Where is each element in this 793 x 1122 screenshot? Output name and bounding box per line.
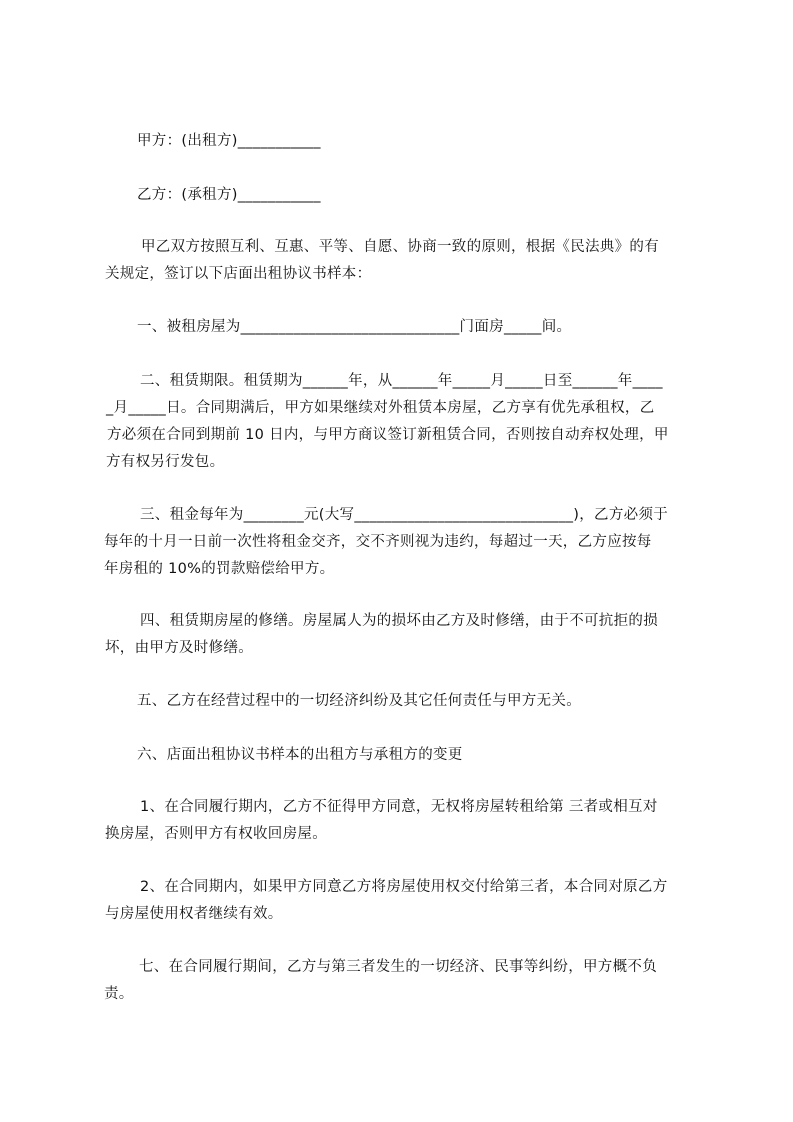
clause-2-line-3: 方必须在合同到期前 10 日内，与甲方商议签订新租赁合同，否则按自动弃权处理，甲 [107, 427, 669, 443]
clause-6-1-line-1: 1、在合同履行期内，乙方不征得甲方同意，无权将房屋转租给第 三者或相互对 [140, 799, 658, 815]
clause-7-line-2: 责。 [104, 986, 134, 1002]
intro-line-2: 关规定，签订以下店面出租协议书样本： [105, 266, 372, 282]
clause-4-line-2: 坏，由甲方及时修缮。 [105, 640, 253, 656]
clause-3-line-3: 年房租的 10%的罚款赔偿给甲方。 [104, 561, 335, 577]
clause-2-line-1: 二、租赁期限。租赁期为______年，从______年_____月_____日至______年____ [140, 373, 663, 389]
clause-2-line-4: 方有权另行发包。 [106, 454, 225, 470]
clause-2-line-2: _月_____日。合同期满后，甲方如果继续对外租赁本房屋，乙方享有优先承租权，乙 [106, 400, 655, 416]
clause-3-line-2: 每年的十月一日前一次性将租金交齐，交不齐则视为违约，每超过一天，乙方应按每 [104, 534, 652, 550]
intro-line-1: 甲乙双方按照互利、互惠、平等、自愿、协商一致的原则，根据《民法典》的有 [141, 239, 659, 255]
clause-6-2-line-1: 2、在合同期内，如果甲方同意乙方将房屋使用权交付给第三者，本合同对原乙方 [140, 879, 668, 895]
clause-4-line-1: 四、租赁期房屋的修缮。房屋属人为的损坏由乙方及时修缮，由于不可抗拒的损 [140, 613, 658, 629]
party-a-line: 甲方：(出租方)___________ [137, 133, 321, 149]
clause-7-line-1: 七、在合同履行期间，乙方与第三者发生的一切经济、民事等纠纷，甲方概不负 [139, 959, 657, 975]
clause-6-1-line-2: 换房屋，否则甲方有权收回房屋。 [105, 826, 327, 842]
clause-5-line-1: 五、乙方在经营过程中的一切经济纠纷及其它任何责任与甲方无关。 [137, 693, 581, 709]
clause-6-2-line-2: 与房屋使用权者继续有效。 [105, 906, 283, 922]
party-b-line: 乙方：(承租方)___________ [137, 187, 321, 203]
clause-1-line-1: 一、被租房屋为_____________________________门面房_____间。 [137, 319, 572, 335]
clause-3-line-1: 三、租金每年为________元(大写_____________________________)，乙方必须于 [140, 507, 669, 523]
clause-6-heading: 六、店面出租协议书样本的出租方与承租方的变更 [137, 747, 463, 763]
